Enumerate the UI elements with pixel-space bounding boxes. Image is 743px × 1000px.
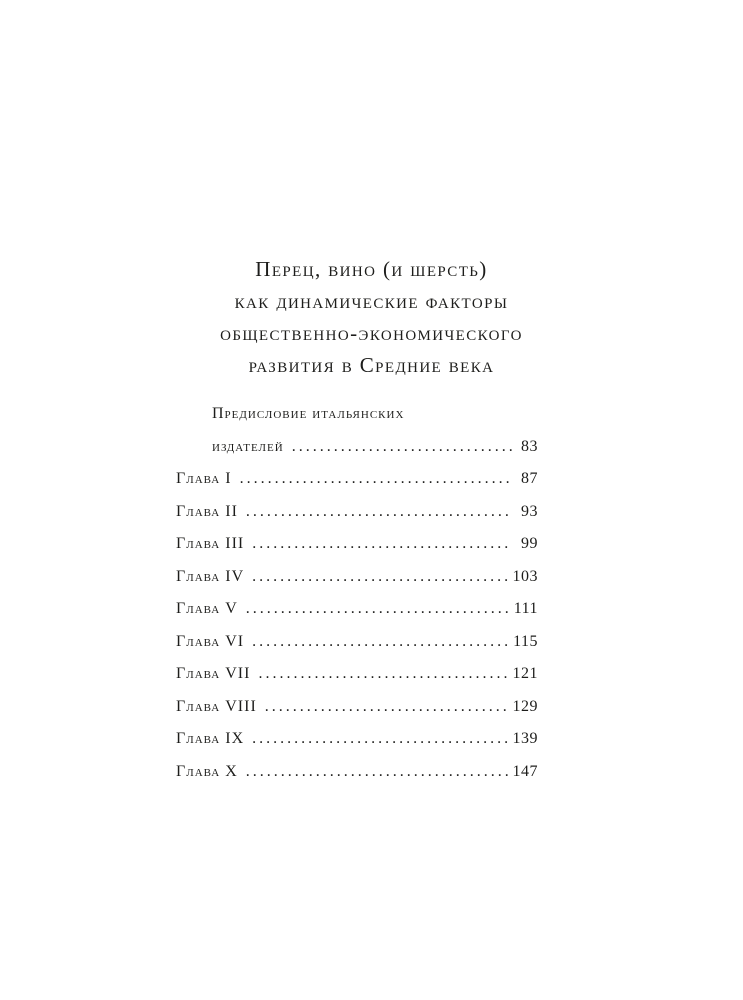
toc-entry-chapter-3[interactable] <box>176 528 538 561</box>
title-line: общественно-экономического <box>220 321 523 345</box>
toc-page-number: 111 <box>513 600 538 618</box>
dot-leader <box>240 470 512 488</box>
toc-entry-label: Глава III <box>176 535 245 553</box>
toc-entry-label: Глава V <box>176 600 238 618</box>
toc-entry-chapter-7[interactable] <box>176 658 538 691</box>
dot-leader <box>252 633 509 651</box>
toc-entry-chapter-6[interactable] <box>176 626 538 659</box>
dot-leader <box>265 698 509 716</box>
title-line: как динамические факторы <box>234 289 509 313</box>
toc-page-number: 103 <box>512 567 538 585</box>
toc-entry-label: Глава IX <box>176 730 245 748</box>
dot-leader <box>252 535 512 553</box>
toc-entry-label: издателей <box>212 437 284 455</box>
toc-entry-preface[interactable] <box>176 431 538 464</box>
toc-entry-label: Предисловие итальянских <box>212 405 405 423</box>
toc-entry-label: Глава VIII <box>176 697 257 715</box>
toc-entry-chapter-9[interactable] <box>176 723 538 756</box>
toc-entry-chapter-4[interactable] <box>176 561 538 594</box>
dot-leader <box>252 568 508 586</box>
toc-entry-chapter-1[interactable] <box>176 463 538 496</box>
title-line: Перец, вино (и шерсть) <box>255 257 488 281</box>
toc-page-number: 83 <box>521 437 538 455</box>
toc-entry-label: Глава IV <box>176 567 245 585</box>
dot-leader <box>292 438 512 456</box>
dot-leader <box>258 665 508 683</box>
dot-leader <box>246 600 510 618</box>
toc-page-number: 121 <box>512 665 538 683</box>
table-of-contents <box>176 398 538 788</box>
toc-entry-label: Глава II <box>176 502 238 520</box>
dot-leader <box>246 763 509 781</box>
toc-entry-label: Глава I <box>176 470 232 488</box>
toc-entry-chapter-8[interactable] <box>176 691 538 724</box>
toc-page-number: 139 <box>512 730 538 748</box>
toc-entry-chapter-10[interactable] <box>176 756 538 789</box>
toc-entry-label: Глава VII <box>176 665 251 683</box>
toc-entry-label: Глава VI <box>176 632 245 650</box>
dot-leader <box>252 730 508 748</box>
toc-page-number: 87 <box>521 470 538 488</box>
toc-page-number: 115 <box>513 632 538 650</box>
toc-entry-label: Глава X <box>176 762 238 780</box>
toc-page-number: 129 <box>512 697 538 715</box>
title-line: развития в Средние века <box>248 353 495 377</box>
toc-page-number: 147 <box>512 762 538 780</box>
toc-entry-chapter-5[interactable] <box>176 593 538 626</box>
toc-preface-heading <box>176 398 538 431</box>
toc-entry-chapter-2[interactable] <box>176 496 538 529</box>
dot-leader <box>246 503 512 521</box>
section-title <box>0 253 743 381</box>
toc-page-number: 93 <box>521 502 538 520</box>
toc-page-number: 99 <box>521 535 538 553</box>
